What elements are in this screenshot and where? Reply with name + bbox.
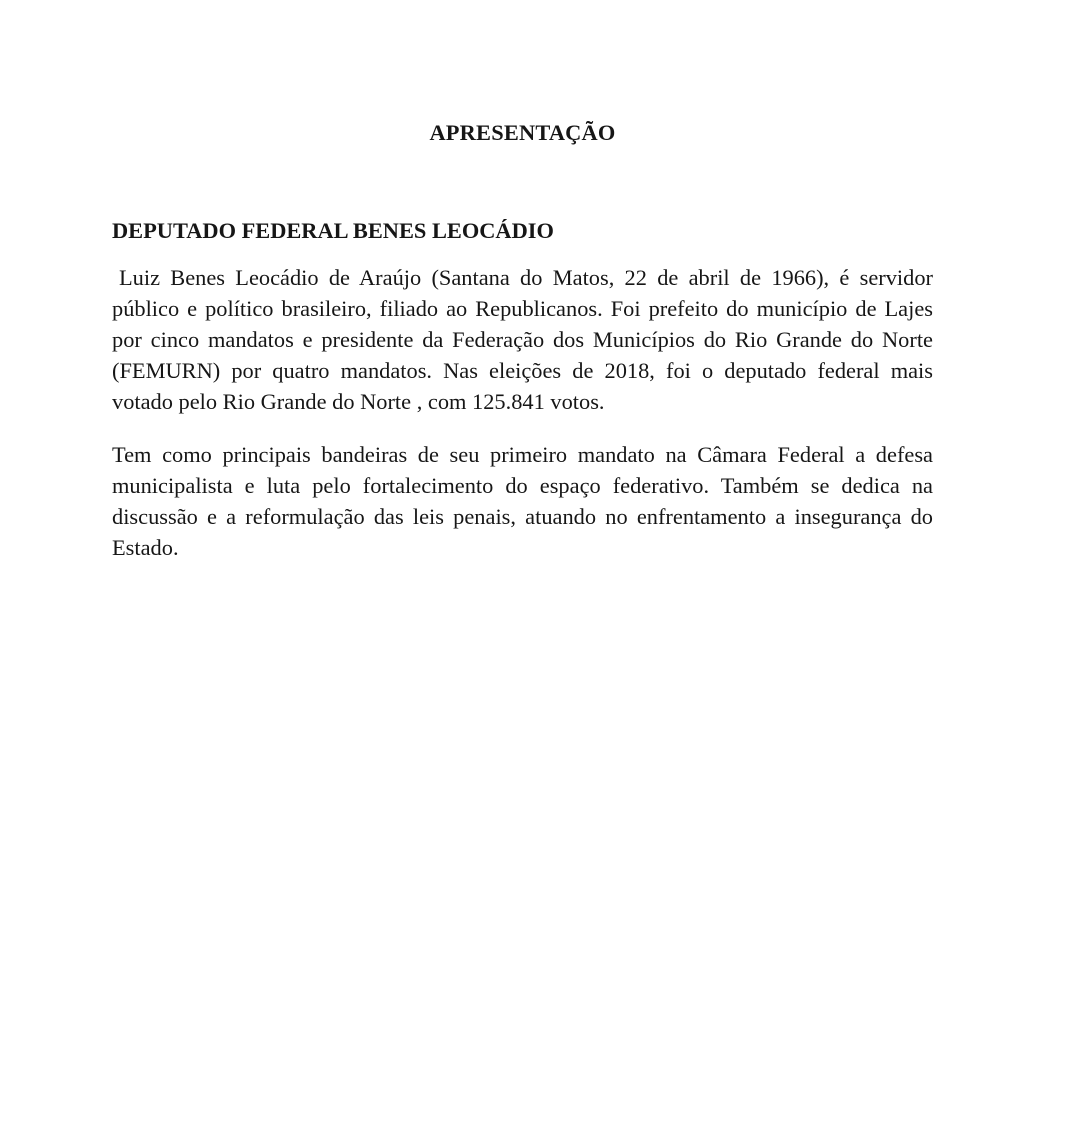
paragraph-biography: Luiz Benes Leocádio de Araújo (Santana do Matos, 22 de abril de 1966), é servidor público e político brasileiro, filiado ao Republicanos. Foi prefeito do município de Lajes por cinco mandatos e presidente da Federação dos Municípios do Rio Grande do Norte (FEMURN) por quatro mandatos. Nas eleições de 2018, foi o deputado federal mais votado pelo Rio Grande do Norte , com 125.841 votos.	[112, 265, 933, 414]
paragraph-mandate: Tem como principais bandeiras de seu primeiro mandato na Câmara Federal a defesa municipalista e luta pelo fortalecimento do espaço federativo. Também se dedica na discussão e a reformulação das leis penais, atuando no enfrentamento a insegurança do Estado.	[112, 442, 933, 560]
document-title: APRESENTAÇÃO	[429, 120, 616, 145]
section-heading: DEPUTADO FEDERAL BENES LEOCÁDIO	[112, 218, 554, 243]
